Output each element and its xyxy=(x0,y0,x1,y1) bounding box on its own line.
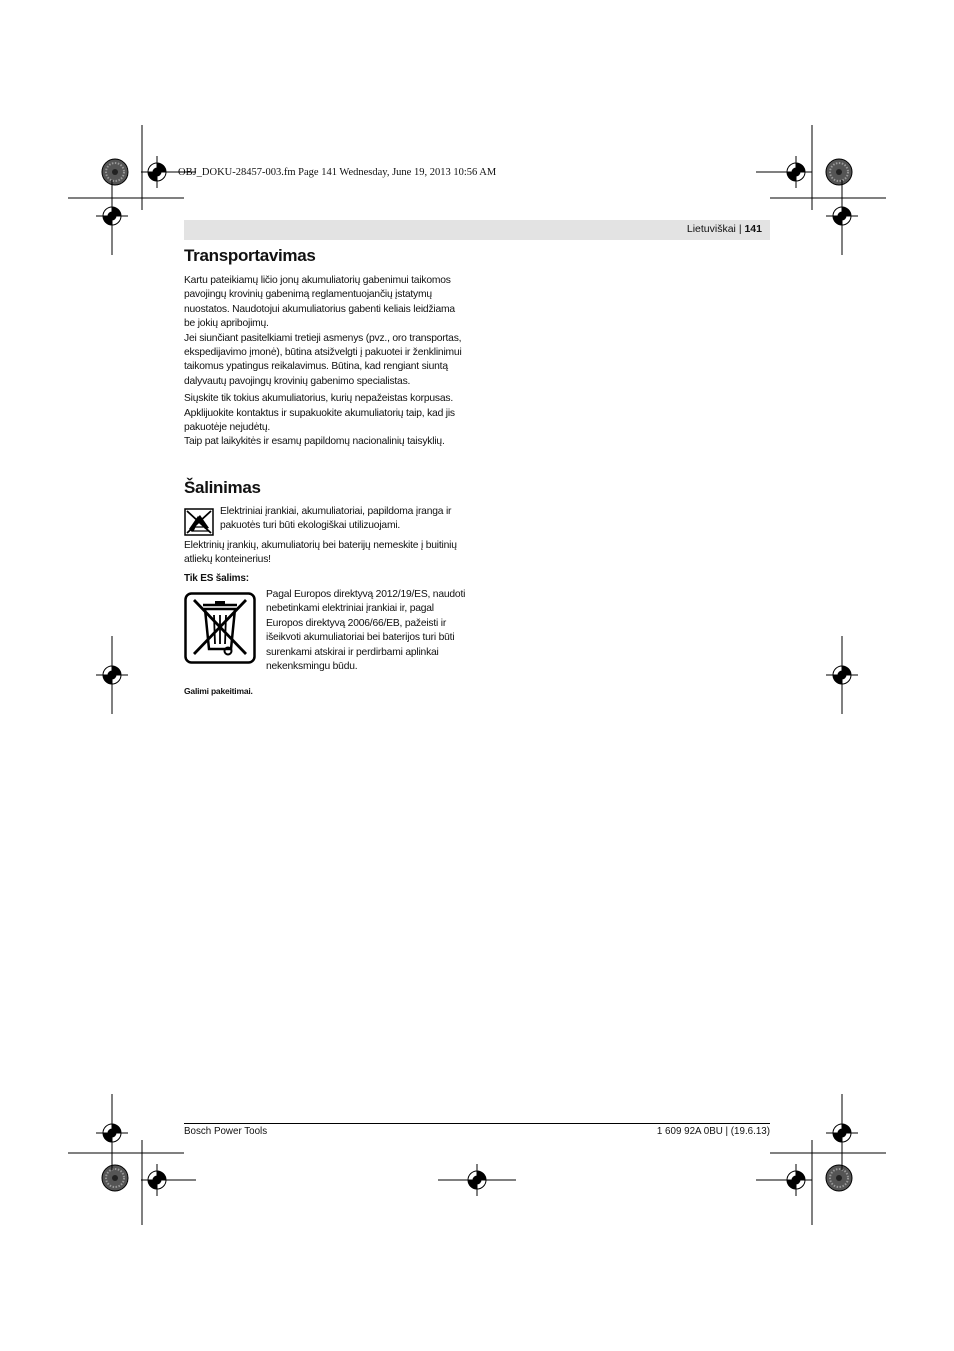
transport-paragraph-3: Siųskite tik tokius akumuliatorius, kurių nepažeistas korpusas. Apklijuokite kontaktus ir supakuokite akumuliatorių taip, kad jis pakuotėje nejudėtų. xyxy=(184,393,455,434)
page-number: 141 xyxy=(744,223,762,235)
print-slug: OBJ_DOKU-28457-003.fm Page 141 Wednesday, June 19, 2013 10:56 AM xyxy=(178,167,497,178)
registration-mark-icon xyxy=(96,156,858,1196)
transport-paragraph-1: Kartu pateikiamų ličio jonų akumuliatorių gabenimui taikomos pavojingų krovinių gabenimą reglamentuojančių įstatymų nuostatos. Naudotojui akumuliatorius gabenti keliais leidžiama be jokių apribojimų. xyxy=(184,275,455,330)
changes-text: Galimi pakeitimai. xyxy=(184,686,253,696)
disposal-title: Šalinimas xyxy=(184,478,261,497)
header-language: Lietuviškai xyxy=(686,223,736,235)
transport-paragraph-4: Taip pat laikykitės ir esamų papildomų nacionalinių taisyklių. xyxy=(184,436,445,448)
color-wheel-icon xyxy=(102,159,852,1191)
transport-paragraph-2: Jei siunčiant pasitelkiami tretieji asmenys (pvz., oro transportas, ekspedijavimo įmonė), būtina atsižvelgti į pakuotei ir ženklinimui taikomus ypatingus reikalavimus. Būtina, kad rengiant siuntą dalyvautų pavojingų krovinių gabenimo specialistas. xyxy=(184,332,462,387)
disposal-paragraph: Elektrinių įrankių, akumuliatorių bei baterijų nemeskite į buitinių atliekų konteinerius! xyxy=(184,540,457,566)
footer-code: 1 609 92A 0BU | (19.6.13) xyxy=(656,1126,770,1137)
footer-brand: Bosch Power Tools xyxy=(184,1126,268,1137)
eu-label: Tik ES šalims: xyxy=(184,572,249,584)
transport-title: Transportavimas xyxy=(184,246,316,265)
disposal-icon-text: Elektriniai įrankiai, akumuliatoriai, papildoma įranga ir pakuotės turi būti ekologiškai utilizuojami. xyxy=(220,506,452,532)
eu-text: Pagal Europos direktyvą 2012/19/ES, naudoti nebetinkami elektriniai įrankiai ir, pagal Europos direktyvą 2006/66/EB, pažeisti ir išeikvoti akumuliatoriai bei baterijos turi būti surenkami atskirai ir perdirbami aplinkai nekenksmingu būdu. xyxy=(266,589,466,673)
header-separator: | xyxy=(738,223,742,235)
